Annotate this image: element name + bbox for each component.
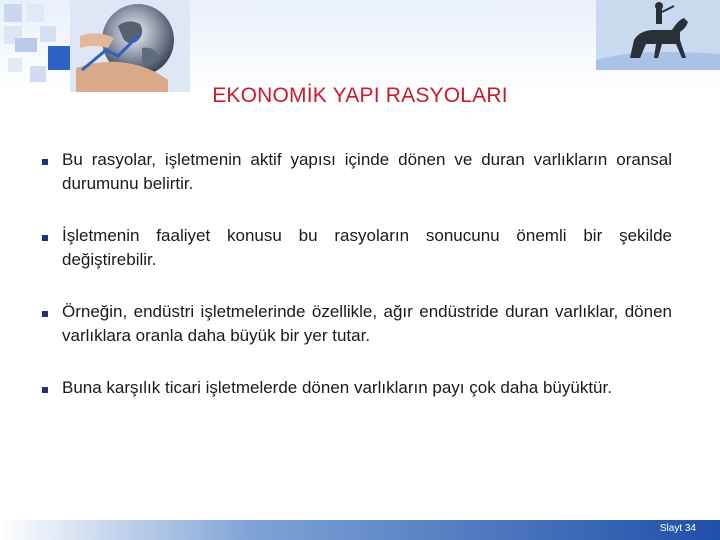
- header-banner: [0, 0, 720, 92]
- slide-number: Slayt 34: [659, 523, 696, 534]
- bullet-text: İşletmenin faaliyet konusu bu rasyoların sonucunu önemli bir şekilde değiştirebilir.: [62, 226, 672, 269]
- bullet-text: Buna karşılık ticari işletmelerde dönen varlıkların payı çok daha büyüktür.: [62, 378, 612, 397]
- bullet-item: [42, 224, 672, 272]
- globe-hands-image: [60, 0, 190, 92]
- bullet-list: [42, 148, 672, 428]
- square-bullet-icon: [42, 311, 48, 317]
- bullet-text: Örneğin, endüstri işletmelerinde özellikle, ağır endüstride duran varlıklar, dönen varlıklara oranla daha büyük bir yer tutar.: [62, 302, 672, 345]
- bullet-item: [42, 148, 672, 196]
- footer-bar: [0, 520, 720, 540]
- equestrian-statue-image: [596, 0, 720, 70]
- square-bullet-icon: [42, 387, 48, 393]
- square-bullet-icon: [42, 159, 48, 165]
- bullet-item: [42, 300, 672, 348]
- bullet-text: Bu rasyolar, işletmenin aktif yapısı içinde dönen ve duran varlıkların oransal durumunu belirtir.: [62, 150, 672, 193]
- bullet-item: [42, 376, 672, 400]
- slide-title: EKONOMİK YAPI RASYOLARI: [212, 84, 508, 107]
- square-bullet-icon: [42, 235, 48, 241]
